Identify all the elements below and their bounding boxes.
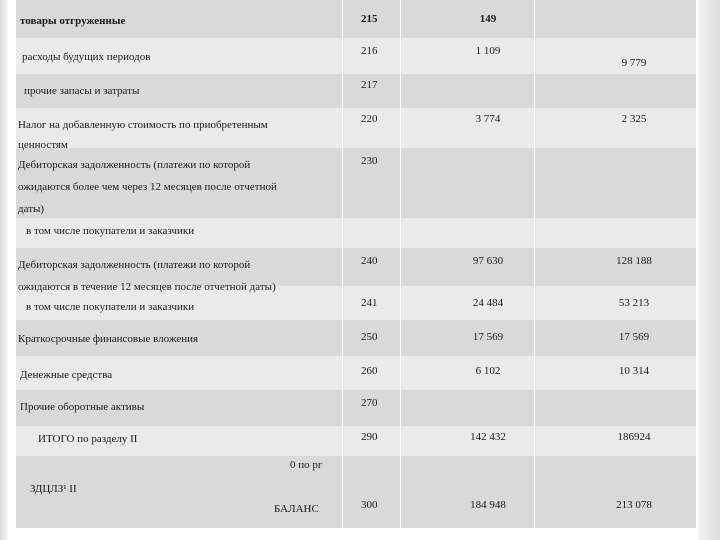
value-end: 17 569	[618, 331, 650, 343]
row-label: БАЛАНС	[274, 503, 319, 515]
right-frame	[698, 0, 720, 540]
balance-table	[16, 0, 696, 528]
value-start: 24 484	[472, 297, 504, 309]
row-code: 241	[361, 297, 378, 309]
row-code: 270	[361, 397, 378, 409]
left-frame	[0, 0, 8, 540]
row-label: ИТОГО по разделу II	[38, 433, 138, 445]
row-label: Дебиторская задолженность (платежи по которой	[18, 159, 251, 171]
value-start: 142 432	[470, 431, 506, 443]
row-label: Прочие оборотные активы	[20, 401, 145, 413]
value-start: 3 774	[475, 113, 501, 125]
row-code: 240	[361, 255, 378, 267]
row-label: в том числе покупатели и заказчики	[26, 225, 195, 237]
row-label-continued: ожидаются более чем через 12 месяцев после отчетной	[18, 181, 277, 193]
row-code: 260	[361, 365, 378, 377]
value-end: 2 325	[621, 113, 647, 125]
value-end: 128 188	[616, 255, 652, 267]
row-label-fragment: ЗДЦЛЗ¹ II	[30, 483, 77, 495]
row-label-fragment: 0 по рг	[290, 459, 323, 471]
value-end: 9 779	[621, 57, 647, 69]
table-row	[16, 456, 696, 528]
row-code: 250	[361, 331, 378, 343]
row-code: 215	[361, 13, 378, 25]
column-divider	[400, 0, 401, 528]
row-label: расходы будущих периодов	[22, 51, 151, 63]
row-label: Краткосрочные финансовые вложения	[18, 333, 199, 345]
row-code: 300	[361, 499, 378, 511]
value-end: 186924	[617, 431, 651, 443]
row-label: товары отгруженные	[20, 15, 126, 27]
row-label: Дебиторская задолженность (платежи по которой	[18, 259, 251, 271]
row-label: Денежные средства	[20, 369, 113, 381]
value-end: 53 213	[618, 297, 650, 309]
row-label-continued: даты)	[18, 203, 45, 215]
value-start: 6 102	[475, 365, 501, 377]
row-label: Налог на добавленную стоимость по приобретенным	[18, 119, 268, 131]
value-start: 184 948	[470, 499, 506, 511]
value-start: 17 569	[472, 331, 504, 343]
row-code: 230	[361, 155, 378, 167]
value-end: 213 078	[616, 499, 652, 511]
row-label: в том числе покупатели и заказчики	[26, 301, 195, 313]
row-code: 216	[361, 45, 378, 57]
row-code: 217	[361, 79, 378, 91]
value-start: 97 630	[472, 255, 504, 267]
value-start: 149	[479, 13, 497, 25]
row-label: прочие запасы и затраты	[24, 85, 140, 97]
value-end: 10 314	[618, 365, 650, 377]
column-divider	[342, 0, 343, 528]
value-start: 1 109	[475, 45, 501, 57]
row-code: 220	[361, 113, 378, 125]
row-label-continued: ценностям	[18, 139, 68, 151]
row-code: 290	[361, 431, 378, 443]
row-label-continued: ожидаются в течение 12 месяцев после отчетной даты)	[18, 281, 276, 293]
